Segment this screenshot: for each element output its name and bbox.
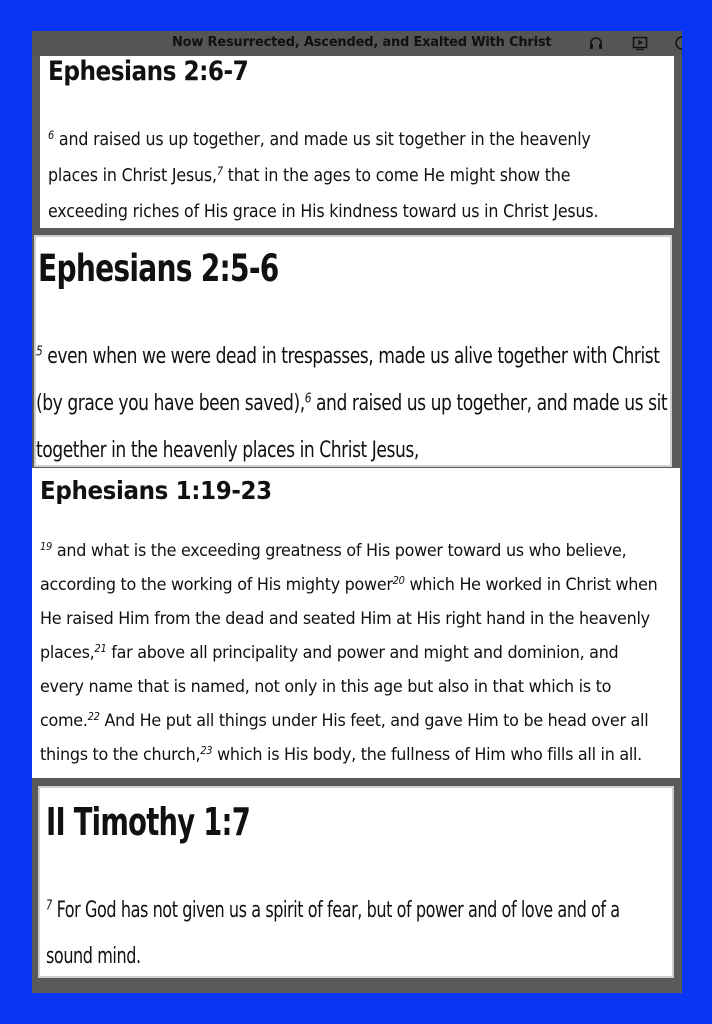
verse-text bbox=[40, 534, 660, 772]
verse-number: 5 bbox=[36, 343, 43, 360]
verse-segment: which He worked in Christ when He raised Him from the dead and seated Him at His right hand in the heavenly places, bbox=[40, 575, 658, 663]
verse-text bbox=[46, 888, 667, 978]
verse-number: 20 bbox=[392, 575, 405, 588]
verse-number: 21 bbox=[94, 643, 107, 656]
verse-segment: And He put all things under His feet, and gave Him to be head over all things to the church, bbox=[40, 711, 649, 765]
scripture-card-ephesians-2-6-7 bbox=[40, 56, 674, 228]
verse-segment: far above all principality and power and might and dominion, and every name that is named, not only in this age but also in that which is to come. bbox=[40, 643, 619, 731]
verse-number: 6 bbox=[48, 128, 55, 142]
verse-number: 22 bbox=[87, 711, 100, 724]
verse-text bbox=[48, 122, 611, 228]
verse-number: 7 bbox=[216, 164, 223, 178]
verse-number: 6 bbox=[304, 390, 311, 407]
clock-icon[interactable] bbox=[674, 35, 682, 51]
verse-text bbox=[36, 333, 672, 467]
verse-number: 7 bbox=[46, 897, 52, 914]
window-title: Now Resurrected, Ascended, and Exalted With Christ bbox=[172, 35, 552, 50]
verse-segment: For God has not given us a spirit of fear, but of power and of love and of a sound mind. bbox=[46, 898, 620, 969]
scripture-card-ephesians-2-5-6 bbox=[34, 235, 672, 467]
headphones-icon[interactable] bbox=[588, 35, 604, 51]
title-bar bbox=[32, 31, 682, 55]
verse-number: 23 bbox=[200, 745, 213, 758]
scripture-card-ii-timothy-1-7 bbox=[38, 786, 674, 978]
verse-segment: and raised us up together, and made us sit together in the heavenly places in Christ Jesus, bbox=[36, 391, 668, 463]
play-screen-icon[interactable] bbox=[632, 35, 648, 51]
scripture-card-ephesians-1-19-23 bbox=[32, 468, 680, 778]
verse-segment: and raised us up together, and made us sit together in the heavenly places in Christ Jesus, bbox=[48, 129, 591, 186]
scripture-reference: Ephesians 2:6-7 bbox=[48, 56, 249, 87]
verse-number: 19 bbox=[40, 541, 53, 554]
verse-segment: and what is the exceeding greatness of His power toward us who believe, according to the working of His mighty power bbox=[40, 541, 627, 595]
scripture-reference: Ephesians 2:5-6 bbox=[38, 247, 279, 290]
scripture-reference: II Timothy 1:7 bbox=[46, 800, 251, 844]
scripture-reference: Ephesians 1:19-23 bbox=[40, 476, 272, 505]
verse-segment: that in the ages to come He might show the exceeding riches of His grace in His kindness toward us in Christ Jesus. bbox=[48, 165, 599, 222]
verse-segment: even when we were dead in trespasses, made us alive together with Christ (by grace you have been saved), bbox=[36, 344, 660, 416]
verse-segment: which is His body, the fullness of Him who fills all in all. bbox=[212, 745, 642, 765]
